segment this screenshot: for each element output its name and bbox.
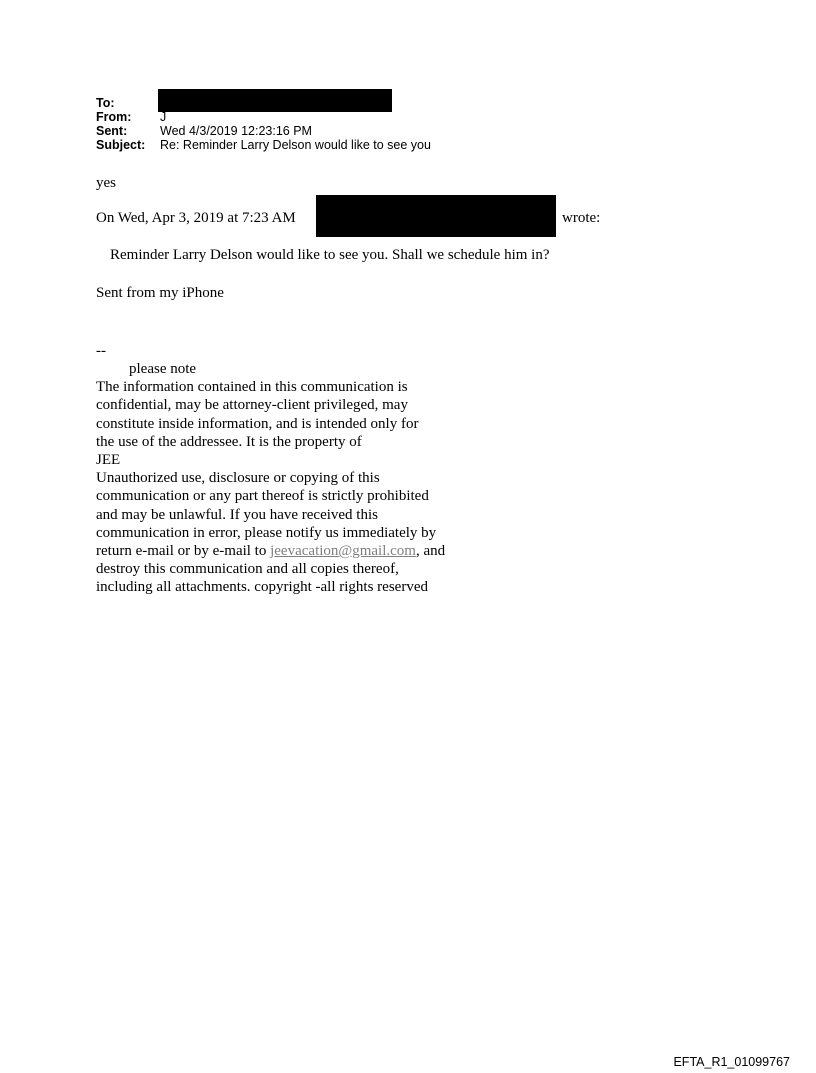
email-suffix: , and [415,543,446,560]
disclaimer-line: confidential, may be attorney-client privileged, may [96,397,408,414]
disclaimer-line: destroy this communication and all copies thereof, [96,561,399,578]
disclaimer-line: constitute inside information, and is intended only for [96,415,419,432]
email-link[interactable]: jeevacation@gmail.com [270,543,416,560]
disclaimer-line: communication or any part thereof is strictly prohibited [96,488,429,505]
disclaimer-line: including all attachments. copyright -all rights reserved [96,579,428,596]
disclaimer-note: please note [129,361,197,377]
disclaimer-line: communication in error, please notify us immediately by [96,524,437,541]
subject-value: Re: Reminder Larry Delson would like to see you [160,138,431,152]
disclaimer-line: The information contained in this communication is [96,379,408,396]
signature-line: Sent from my iPhone [96,285,224,301]
disclaimer-line: and may be unlawful. If you have received this [96,506,378,523]
sent-label: Sent: [96,124,128,138]
quoted-message: Reminder Larry Delson would like to see you. Shall we schedule him in? [110,247,550,263]
quote-intro: On Wed, Apr 3, 2019 at 7:23 AM [96,210,296,226]
redacted-sender [316,195,556,237]
subject-label: Subject: [96,138,146,152]
document-id: EFTA_R1_01099767 [673,1055,790,1069]
confidentiality-disclaimer [96,360,445,597]
reply-text: yes [96,175,116,191]
sent-value: Wed 4/3/2019 12:23:16 PM [160,124,312,138]
disclaimer-separator: -- [96,343,106,359]
email-prefix: return e-mail or by e-mail to [96,543,271,560]
quote-wrote: wrote: [562,210,601,226]
disclaimer-email-line [96,542,445,560]
disclaimer-line: the use of the addressee. It is the property of [96,433,362,450]
from-label: From: [96,110,132,124]
to-label: To: [96,96,115,110]
redacted-to-recipient [158,89,392,112]
from-value: J [160,110,167,124]
disclaimer-line: Unauthorized use, disclosure or copying of this [96,470,380,487]
disclaimer-line: JEE [96,452,121,469]
